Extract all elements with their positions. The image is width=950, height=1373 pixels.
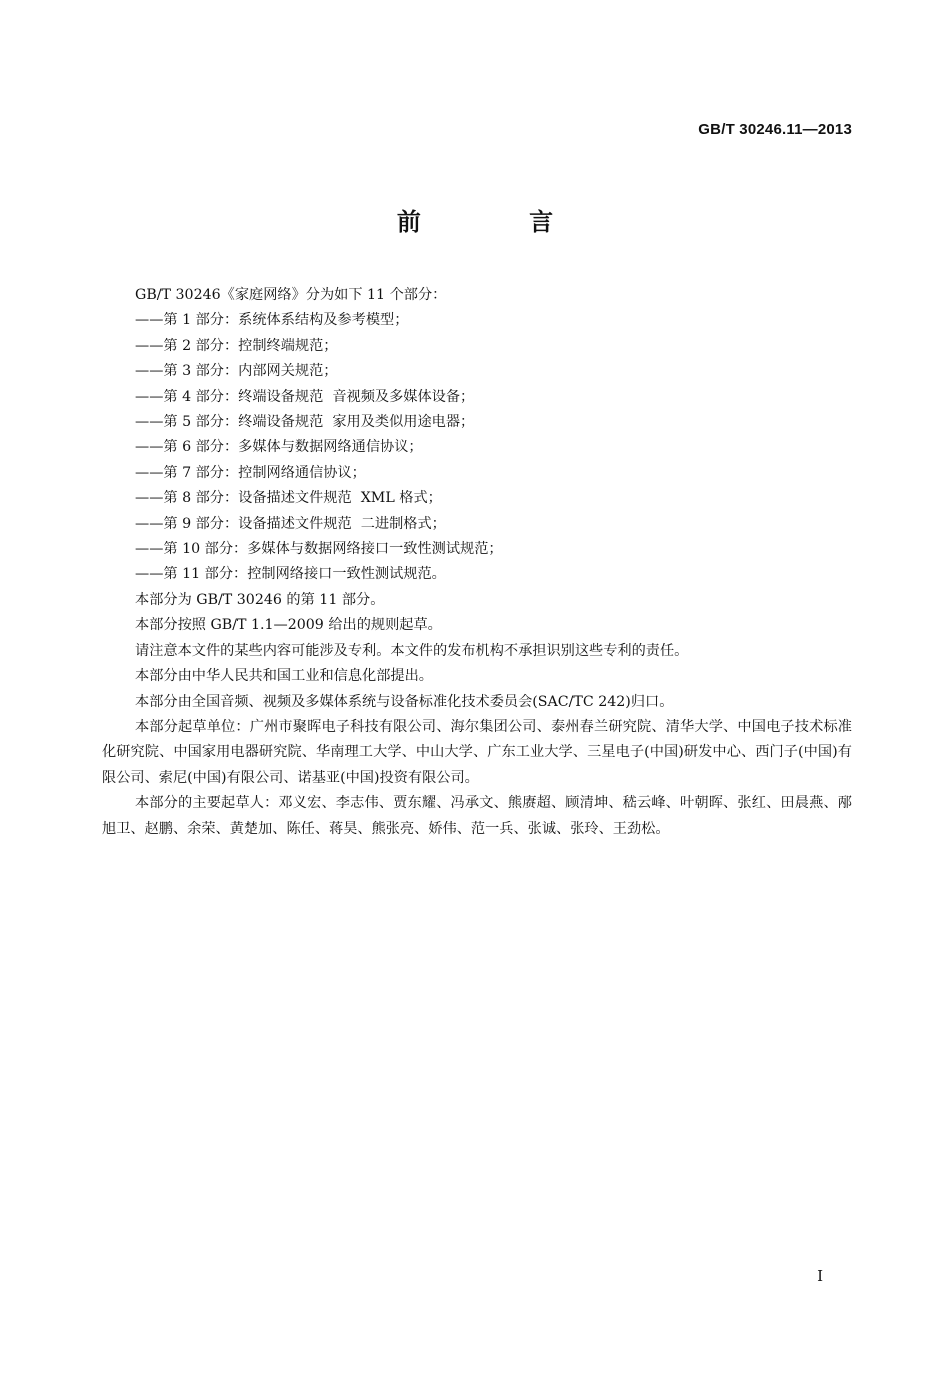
standard-number-header: GB/T 30246.11—2013 xyxy=(698,121,852,138)
list-item-part-11: ——第 11 部分：控制网络接口一致性测试规范。 xyxy=(135,566,446,583)
list-item-part-8: ——第 8 部分：设备描述文件规范 XML 格式； xyxy=(135,490,442,507)
parts-list xyxy=(102,308,852,587)
page-number: I xyxy=(817,1267,823,1285)
foreword-body xyxy=(102,283,852,842)
list-item-part-5: ——第 5 部分：终端设备规范 家用及类似用途电器； xyxy=(135,414,475,431)
list-item-part-7: ——第 7 部分：控制网络通信协议； xyxy=(135,464,366,481)
drafting-rules-statement: 本部分按照 GB/T 1.1—2009 给出的规则起草。 xyxy=(135,617,442,634)
main-drafters-paragraph: 本部分的主要起草人：邓义宏、李志伟、贾东耀、冯承文、熊赓超、顾清坤、嵇云峰、叶朝晖、张红、田晨燕、邴旭卫、赵鹏、余荣、黄楚加、陈任、蒋昊、熊张亮、娇伟、范一兵、张诚、张玲、王劲松。 xyxy=(102,795,852,837)
list-item-part-3: ——第 3 部分：内部网关规范； xyxy=(135,363,338,380)
managed-by-statement: 本部分由全国音频、视频及多媒体系统与设备标准化技术委员会(SAC/TC 242)归口。 xyxy=(135,693,674,710)
patent-notice: 请注意本文件的某些内容可能涉及专利。本文件的发布机构不承担识别这些专利的责任。 xyxy=(135,642,689,659)
list-item-part-4: ——第 4 部分：终端设备规范 音视频及多媒体设备； xyxy=(135,388,475,405)
list-item-part-6: ——第 6 部分：多媒体与数据网络通信协议； xyxy=(135,439,423,456)
intro-paragraph: GB/T 30246《家庭网络》分为如下 11 个部分： xyxy=(135,287,447,303)
proposed-by-statement: 本部分由中华人民共和国工业和信息化部提出。 xyxy=(135,668,433,685)
part-of-statement: 本部分为 GB/T 30246 的第 11 部分。 xyxy=(135,591,385,608)
list-item-part-2: ——第 2 部分：控制终端规范； xyxy=(135,337,338,354)
page-title: 前 言 xyxy=(396,208,604,236)
list-item-part-10: ——第 10 部分：多媒体与数据网络接口一致性测试规范； xyxy=(135,541,503,558)
drafting-units-paragraph: 本部分起草单位：广州市聚晖电子科技有限公司、海尔集团公司、泰州春兰研究院、清华大学、中国电子技术标准化研究院、中国家用电器研究院、华南理工大学、中山大学、广东工业大学、三星电子(中国)研发中心、西门子(中国)有限公司、索尼(中国)有限公司、诺基亚(中国)投资有限公司。 xyxy=(102,718,852,786)
list-item-part-9: ——第 9 部分：设备描述文件规范 二进制格式； xyxy=(135,515,446,532)
list-item-part-1: ——第 1 部分：系统体系结构及参考模型； xyxy=(135,312,409,329)
